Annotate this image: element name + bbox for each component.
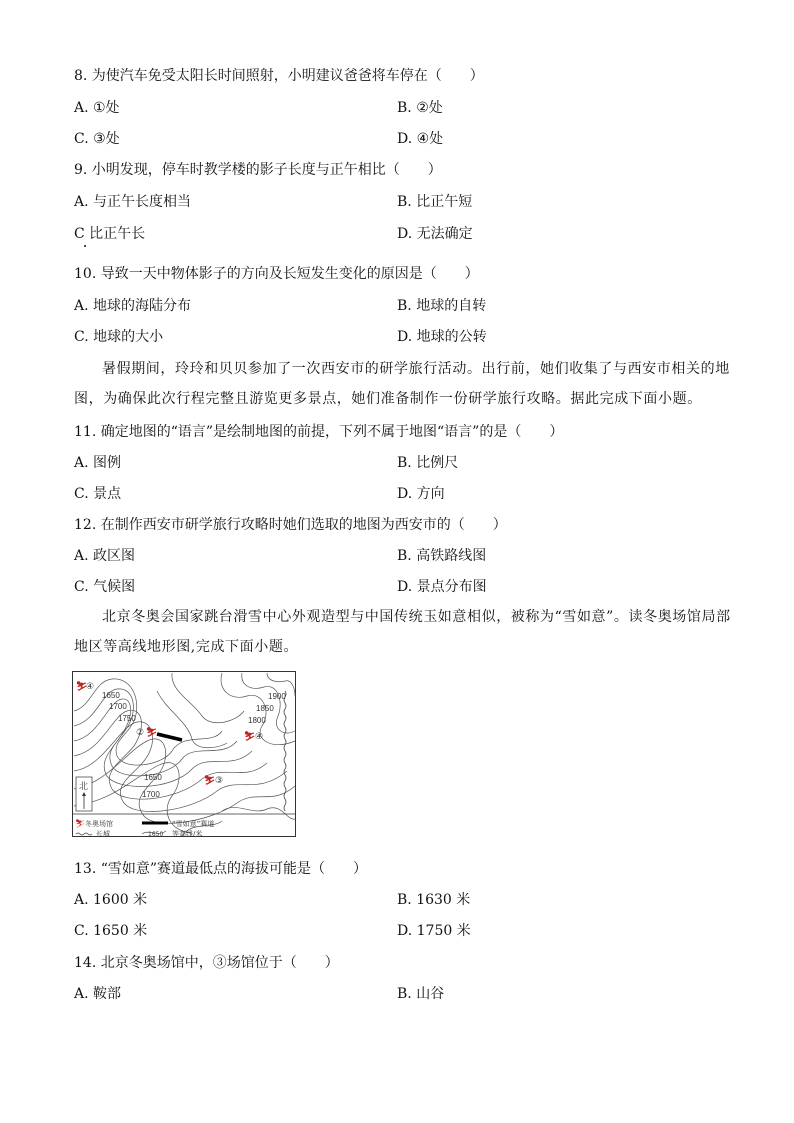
q9-option-c[interactable]: C 比正午长 [74,226,146,242]
q8-option-d[interactable]: D. ④处 [397,131,444,147]
legend-track: “雪如意”赛道 [172,820,215,828]
contour-label: 1650 [144,773,162,782]
legend-venue: 冬奥场馆 [85,820,113,828]
stray-dot [84,245,86,247]
q12-option-b[interactable]: B. 高铁路线图 [397,548,487,564]
question-12-stem: 12. 在制作西安市研学旅行攻略时她们选取的地图为西安市的（ ） [74,517,507,533]
venue-icon: ⛷ [204,776,216,786]
venue-number: ④ [86,682,95,692]
contour-label: 1700 [142,790,160,799]
contour-label: 1650 [102,691,120,700]
q13-option-a[interactable]: A. 1600 米 [74,892,148,908]
venue-number: ④ [255,732,264,742]
venue-2 [136,726,157,738]
contour-label: 1700 [109,702,127,711]
q8-option-b[interactable]: B. ②处 [397,100,443,116]
q12-option-a[interactable]: A. 政区图 [74,548,136,564]
venue-icon: ⛷ [146,728,158,738]
contour-label: 1900 [268,692,286,701]
q9-option-d[interactable]: D. 无法确定 [397,226,473,242]
q11-option-c[interactable]: C. 景点 [74,486,122,502]
contour-label: 1850 [256,704,274,713]
passage-winter-olympics: 北京冬奥会国家跳台滑雪中心外观造型与中国传统玉如意相似，被称为“雪如意”。读冬奥场馆局部地区等高线地形图,完成下面小题。 [74,609,731,655]
q12-option-d[interactable]: D. 景点分布图 [397,579,487,595]
north-arrow [76,777,92,811]
contour-label: 1800 [248,716,266,725]
q12-option-c[interactable]: C. 气候图 [74,579,136,595]
question-8-stem: 8. 为使汽车免受太阳长时间照射，小明建议爸爸将车停在（ ） [74,68,484,84]
venue-4-northwest [76,680,94,692]
q11-option-a[interactable]: A. 图例 [74,455,122,471]
legend-contour: 等高线/米 [172,830,203,837]
q13-option-b[interactable]: B. 1630 米 [397,892,471,908]
question-11-stem: 11. 确定地图的“语言”是绘制地图的前提，下列不属于地图“语言”的是（ ） [74,424,564,440]
q13-option-c[interactable]: C. 1650 米 [74,923,148,939]
q8-option-c[interactable]: C. ③处 [74,131,120,147]
q9-option-b[interactable]: B. 比正午短 [397,194,473,210]
q10-option-c[interactable]: C. 地球的大小 [74,329,164,345]
q8-option-a[interactable]: A. ①处 [74,100,120,116]
contour-map [72,671,296,837]
venue-3 [204,774,223,786]
question-10-stem: 10. 导致一天中物体影子的方向及长短发生变化的原因是（ ） [74,266,479,282]
question-13-stem: 13. “雪如意”赛道最低点的海拔可能是（ ） [74,861,368,877]
question-9-stem: 9. 小明发现，停车时教学楼的影子长度与正午相比（ ） [74,162,442,178]
north-label: 北 [79,782,89,792]
q10-option-a[interactable]: A. 地球的海陆分布 [74,298,192,314]
venue-legend-icon: ⛷ [75,819,86,828]
q10-option-b[interactable]: B. 地球的自转 [397,298,487,314]
legend-wall: 长城 [96,830,110,837]
venue-icon: ⛷ [76,682,88,692]
contour-label: 1750 [118,714,136,723]
q13-option-d[interactable]: D. 1750 米 [397,923,471,939]
question-14-stem: 14. 北京冬奥场馆中，③场馆位于（ ） [74,955,339,971]
venue-4-east [244,730,263,742]
q10-option-d[interactable]: D. 地球的公转 [397,329,487,345]
q14-option-a[interactable]: A. 鞍部 [74,986,122,1002]
passage-xian: 暑假期间，玲玲和贝贝参加了一次西安市的研学旅行活动。出行前，她们收集了与西安市相关的地图，为确保此次行程完整且游览更多景点，她们准备制作一份研学旅行攻略。据此完成下面小题。 [74,361,730,407]
venue-number: ③ [215,776,224,786]
q11-option-b[interactable]: B. 比例尺 [397,455,459,471]
q9-option-a[interactable]: A. 与正午长度相当 [74,194,192,210]
legend-contour-sample: 1650 [148,831,164,837]
venue-number: ② [136,728,145,738]
q14-option-b[interactable]: B. 山谷 [397,986,445,1002]
q11-option-d[interactable]: D. 方向 [397,486,445,502]
venue-icon: ⛷ [244,732,256,742]
